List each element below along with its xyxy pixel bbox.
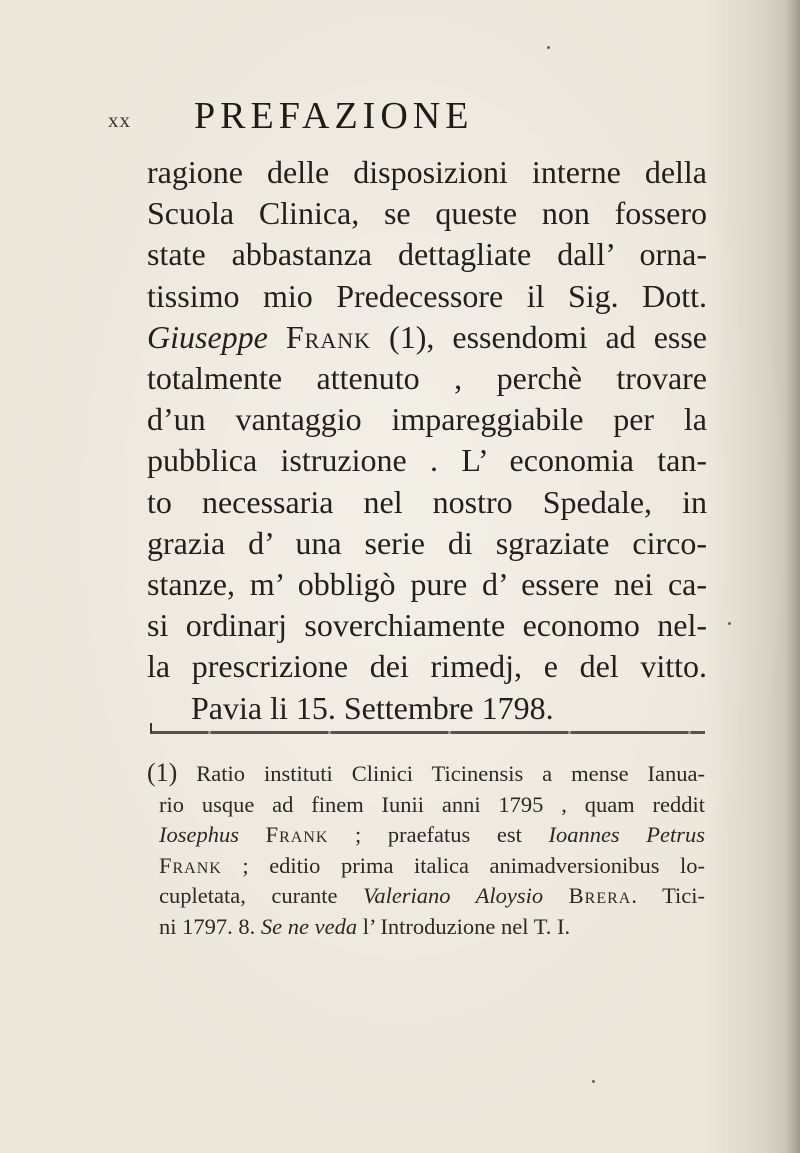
footnote-line: rio usque ad finem Iunii anni 1795 , quam reddit: [159, 791, 705, 817]
paper-speck: [728, 622, 731, 625]
text-fragment: Ratio instituti Clinici Ticinensis a mense Ianua-: [196, 761, 705, 786]
text-line: si ordinarj soverchiamente economo nel-: [147, 607, 707, 644]
footnote-line: [147, 758, 705, 790]
text-line: totalmente attenuto , perchè trovare: [147, 360, 707, 397]
footnote-separator-rule: [150, 731, 705, 734]
text-smallcaps: Frank: [159, 852, 222, 878]
text-line: to necessaria nel nostro Spedale, in: [147, 483, 707, 520]
footnote-line: [147, 820, 705, 851]
text-line: tissimo mio Predecessore il Sig. Dott.: [147, 277, 707, 314]
person-surname-smallcaps: Frank: [285, 318, 372, 355]
footnote-line: [147, 881, 705, 912]
person-name-italic: Giuseppe: [147, 318, 268, 355]
footnote-line: [147, 851, 705, 882]
text-line: [147, 317, 707, 358]
text-line: stanze, m’ obbligò pure d’ essere nei ca-: [147, 566, 707, 603]
text-fragment: cupletata, curante: [159, 883, 338, 908]
paper-speck: [592, 1080, 595, 1083]
main-text: [147, 152, 707, 729]
text-line: la prescrizione dei rimedj, e del vitto.: [147, 648, 707, 685]
page-edge-shadow: [786, 0, 800, 1153]
running-head: PREFAZIONE: [194, 95, 474, 137]
text-italic: Valeriano Aloysio: [363, 883, 544, 908]
page-header: [0, 94, 800, 144]
text-smallcaps: Frank: [265, 822, 329, 847]
dateline: Pavia li 15. Settembre 1798.: [191, 689, 554, 726]
text-fragment: (1), essendomi ad esse: [389, 318, 707, 355]
page-number: xx: [108, 108, 131, 132]
text-fragment: ; editio prima italica animadversionibus lo-: [242, 852, 706, 878]
text-fragment: ; praefatus est: [355, 822, 522, 847]
footnote: [147, 758, 705, 942]
text-line: grazia d’ una serie di sgraziate circo-: [147, 524, 707, 561]
text-italic: Ioannes Petrus: [548, 822, 706, 847]
text-fragment: . Tici-: [631, 883, 706, 908]
text-line: d’un vantaggio impareggiabile per la: [147, 401, 707, 438]
text-fragment: l’ Introduzione nel T. I.: [362, 913, 571, 939]
text-fragment: ni 1797. 8.: [159, 913, 256, 939]
footnote-marker: (1): [147, 758, 178, 787]
text-line: pubblica istruzione . L’ economia tan-: [147, 442, 707, 479]
text-italic: Iosephus: [159, 822, 239, 847]
text-line: state abbastanza dettagliate dall’ orna-: [147, 236, 707, 273]
text-line: Scuola Clinica, se queste non fossero: [147, 195, 707, 232]
footnote-line: [147, 912, 705, 943]
text-smallcaps: Brera: [568, 883, 632, 908]
text-italic: Se ne veda: [260, 913, 358, 939]
text-line: ragione delle disposizioni interne della: [147, 154, 707, 190]
paper-speck: [547, 46, 550, 49]
